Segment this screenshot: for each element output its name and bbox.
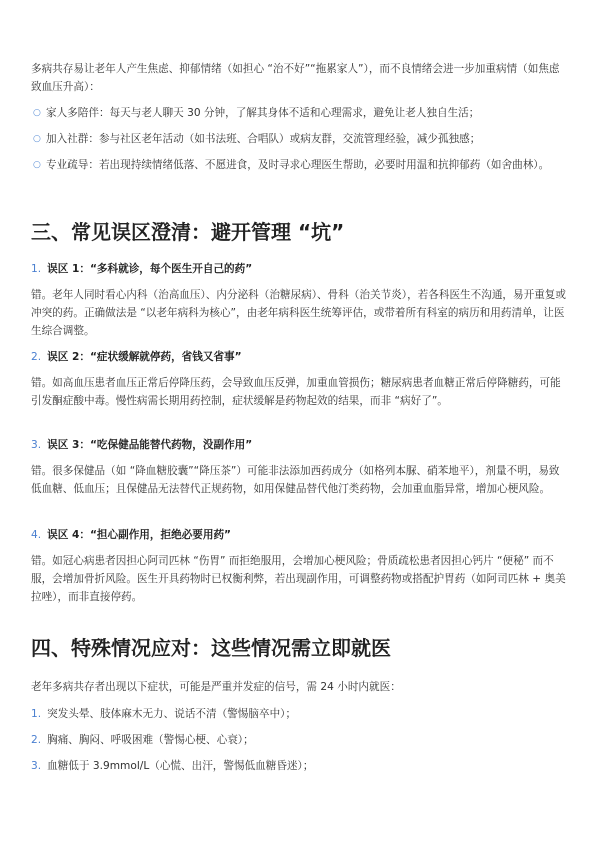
section-3-title: 三、常见误区澄清：避开管理 “坑” (31, 220, 345, 244)
list-number: 1. (31, 263, 42, 275)
bullet-circle-icon: ○ (33, 134, 41, 144)
myth-heading-text: 误区 2：“症状缓解就停药，省钱又省事” (47, 351, 242, 363)
section-4-intro: 老年多病共存者出现以下症状，可能是严重并发症的信号，需 24 小时内就医： (31, 681, 401, 693)
bullet-text: 专业疏导：若出现持续情绪低落、不愿进食，及时寻求心理医生帮助，必要时用温和抗抑郁药（如舍曲林）。 (46, 159, 550, 171)
myth-body-2: 错。如高血压患者血压正常后停降压药，会导致血压反弹，加重血管损伤；糖尿病患者血糖正常后停降糖药，可能引发酮症酸中毒。慢性病需长期用药控制，症状缓解是药物起效的结果，而非 “病好了”。 (31, 377, 561, 407)
myth-heading-text: 误区 1：“多科就诊，每个医生开自己的药” (47, 263, 253, 275)
bullet-circle-icon: ○ (33, 108, 41, 118)
list-number: 2. (31, 734, 42, 746)
list-number: 1. (31, 708, 42, 720)
myth-body-4: 错。如冠心病患者因担心阿司匹林 “伤胃” 而拒绝服用，会增加心梗风险；骨质疏松患者因担心钙片 “便秘” 而不服，会增加骨折风险。医生开具药物时已权衡利弊，若出现副作用，可调整药物或搭配护胃药（如阿司匹林 + 奥美拉唑），而非直接停药。 (31, 555, 566, 603)
myth-heading-3 (31, 436, 567, 454)
emergency-text: 胸痛、胸闷、呼吸困难（警惕心梗、心衰）； (47, 734, 254, 746)
intro-paragraph: 多病共存易让老年人产生焦虑、抑郁情绪（如担心 “治不好”“拖累家人”），而不良情绪会进一步加重病情（如焦虑致血压升高）： (31, 63, 560, 93)
bullet-text: 加入社群：参与社区老年活动（如书法班、合唱队）或病友群，交流管理经验，减少孤独感； (46, 133, 481, 145)
emergency-text: 血糖低于 3.9mmol/L（心慌、出汗，警惕低血糖昏迷）； (47, 760, 314, 772)
myth-body-3: 错。很多保健品（如 “降血糖胶囊”“降压茶”）可能非法添加西药成分（如格列本脲、硝苯地平），剂量不明，易致低血糖、低血压；且保健品无法替代正规药物，如用保健品替代他汀类药物，会加重血脂异常，增加心梗风险。 (31, 465, 560, 495)
myth-heading-1 (31, 260, 567, 278)
myth-heading-2 (31, 348, 567, 366)
list-number: 4. (31, 529, 42, 541)
bullet-item (31, 156, 567, 174)
myth-heading-text: 误区 4：“担心副作用，拒绝必要用药” (47, 529, 231, 541)
emergency-item-2 (31, 731, 567, 749)
list-number: 3. (31, 439, 42, 451)
bullet-circle-icon: ○ (33, 160, 41, 170)
list-number: 3. (31, 760, 42, 772)
emergency-item-3 (31, 757, 567, 775)
myth-body-1: 错。老年人同时看心内科（治高血压）、内分泌科（治糖尿病）、骨科（治关节炎），若各科医生不沟通，易开重复或冲突的药。正确做法是 “以老年病科为核心”，由老年病科医生统筹评估，或带着所有科室的病历和用药清单，让医生综合调整。 (31, 289, 566, 337)
list-number: 2. (31, 351, 42, 363)
myth-heading-text: 误区 3：“吃保健品能替代药物，没副作用” (47, 439, 253, 451)
bullet-item (31, 104, 567, 122)
emergency-text: 突发头晕、肢体麻木无力、说话不清（警惕脑卒中）； (47, 708, 297, 720)
bullet-text: 家人多陪伴：每天与老人聊天 30 分钟，了解其身体不适和心理需求，避免让老人独自生活； (46, 107, 480, 119)
emergency-item-1 (31, 705, 567, 723)
bullet-item (31, 130, 567, 148)
section-4-title: 四、特殊情况应对：这些情况需立即就医 (31, 636, 391, 660)
myth-heading-4 (31, 526, 567, 544)
